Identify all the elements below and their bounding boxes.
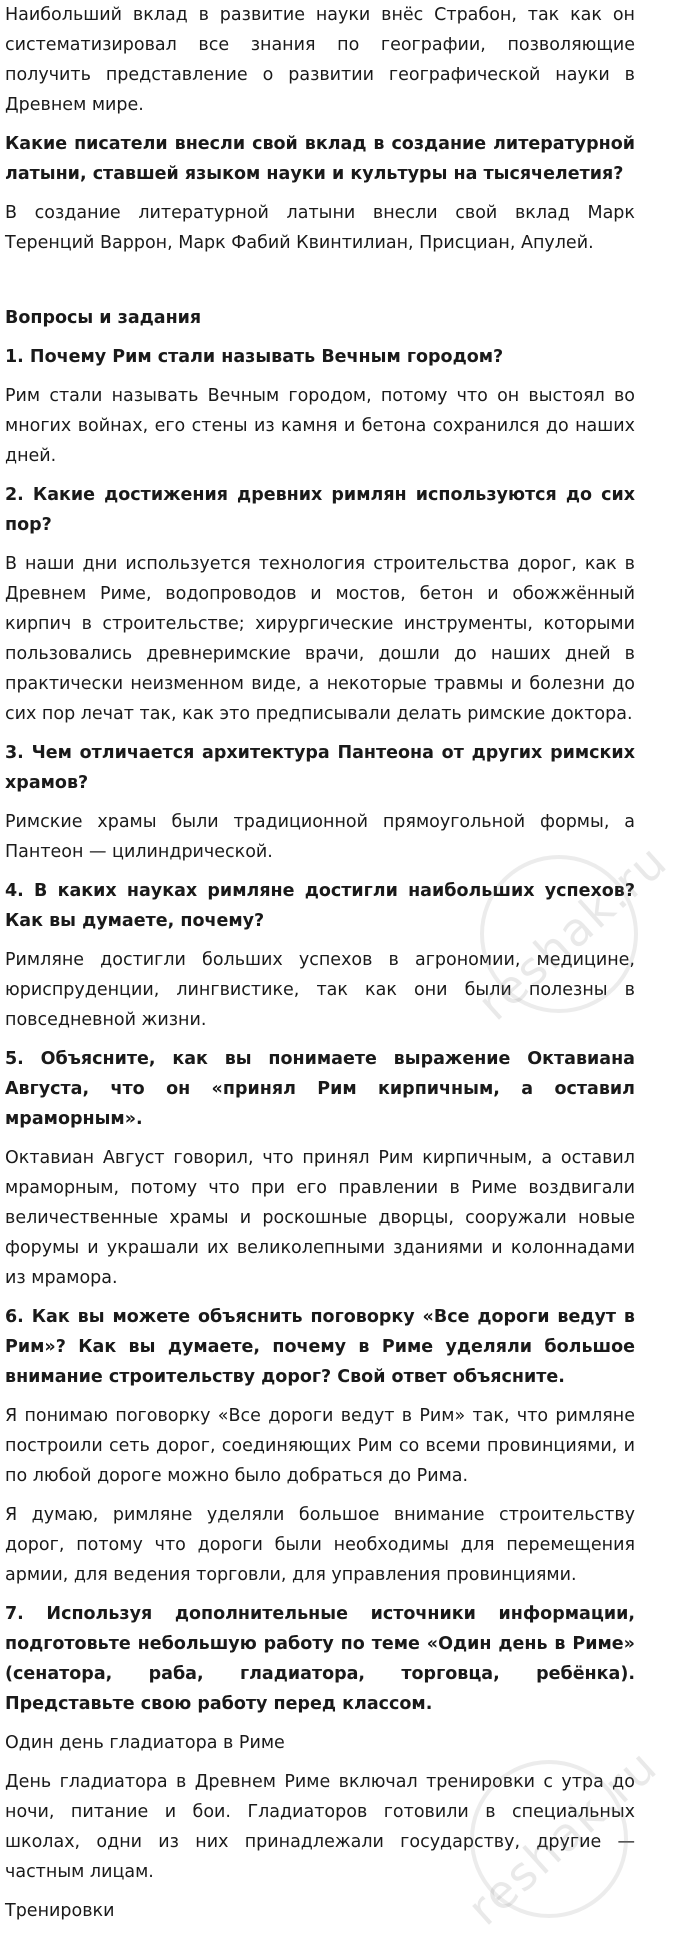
answer-7-text: День гладиатора в Древнем Риме включал тренировки с утра до ночи, питание и бои. Гладиаторов готовили в специальных школах, одни из них принадлежали государству, другие — частным лицам. (5, 1772, 635, 1882)
answer-6-part-1: Я понимаю поговорку «Все дороги ведут в Рим» так, что римляне построили сеть дорог, соединяющих Рим со всеми провинциями, и по любой дороге можно было добраться до Рима. (5, 1406, 635, 1486)
answer-1: Рим стали называть Вечным городом, потому что он выстоял во многих войнах, его стены из камня и бетона сохранился до наших дней. (5, 386, 635, 466)
question-6: 6. Как вы можете объяснить поговорку «Все дороги ведут в Рим»? Как вы думаете, почему в Риме уделяли большое внимание строительству дорог? Свой ответ объясните. (5, 1307, 635, 1387)
question-5: 5. Объясните, как вы понимаете выражение Октавиана Августа, что он «принял Рим кирпичным, а оставил мраморным». (5, 1049, 635, 1129)
answer-3: Римские храмы были традиционной прямоугольной формы, а Пантеон — цилиндрической. (5, 812, 635, 862)
answer-2: В наши дни используется технология строительства дорог, как в Древнем Риме, водопроводов и мостов, бетон и обожжённый кирпич в строительстве; хирургические инструменты, которыми пользовались древнеримские врачи, дошли до наших дней в практически неизменном виде, а некоторые травмы и болезни до сих пор лечат так, как это предписывали делать римские доктора. (5, 554, 635, 724)
question-latin-writers: Какие писатели внесли свой вклад в создание литературной латыни, ставшей языком науки и культуры на тысячелетия? (5, 134, 635, 184)
question-1: 1. Почему Рим стали называть Вечным городом? (5, 347, 504, 367)
question-2: 2. Какие достижения древних римлян используются до сих пор? (5, 485, 635, 535)
answer-latin-writers: В создание литературной латыни внесли свой вклад Марк Теренций Варрон, Марк Фабий Квинтилиан, Присциан, Апулей. (5, 203, 635, 253)
watermark-upper: reshak.ru (467, 833, 678, 1031)
answer-5: Октавиан Август говорил, что принял Рим кирпичным, а оставил мраморным, потому что при его правлении в Риме воздвигали величественные храмы и роскошные дворцы, сооружали новые форумы и украшали их великолепными зданиями и колоннадами из мрамора. (5, 1148, 635, 1288)
watermark-lower: reshak.ru (457, 1738, 668, 1936)
question-7: 7. Используя дополнительные источники информации, подготовьте небольшую работу по теме «Один день в Риме» (сенатора, раба, гладиатора, торговца, ребёнка). Представьте свою работу перед классом. (5, 1604, 635, 1714)
section-heading: Вопросы и задания (5, 308, 202, 328)
answer-7-subheading: Тренировки (5, 1901, 115, 1921)
question-3: 3. Чем отличается архитектура Пантеона от других римских храмов? (5, 743, 635, 793)
paragraph-strabo: Наибольший вклад в развитие науки внёс Страбон, так как он систематизировал все знания по географии, позволяющие получить представление о развитии географической науки в Древнем мире. (5, 5, 635, 115)
answer-7-title: Один день гладиатора в Риме (5, 1733, 285, 1753)
question-4: 4. В каких науках римляне достигли наибольших успехов? Как вы думаете, почему? (5, 881, 635, 931)
answer-6-part-2: Я думаю, римляне уделяли большое внимание строительству дорог, потому что дороги были необходимы для перемещения армии, для ведения торговли, для управления провинциями. (5, 1505, 635, 1585)
answer-4: Римляне достигли больших успехов в агрономии, медицине, юриспруденции, лингвистике, так как они были полезны в повседневной жизни. (5, 950, 635, 1030)
